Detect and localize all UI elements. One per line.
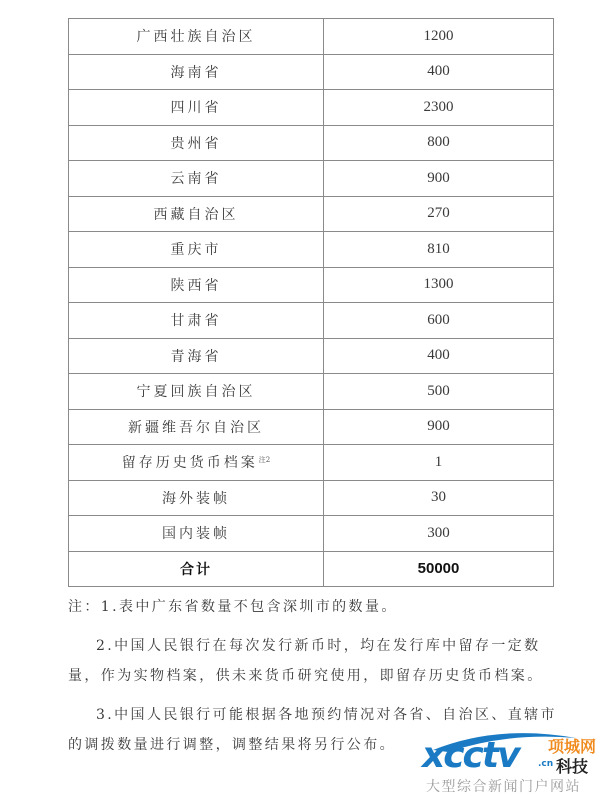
table-row: [69, 409, 554, 445]
quantity-cell: 1300: [324, 267, 554, 303]
table-row: [69, 161, 554, 197]
quantity-cell: 400: [324, 54, 554, 90]
footnote-3: 3.中国人民银行可能根据各地预约情况对各省、自治区、直辖市的调拨数量进行调整，调整结果将另行公布。: [68, 707, 557, 753]
quantity-cell: 500: [324, 374, 554, 410]
footnote-2: 2.中国人民银行在每次发行新币时，均在发行库中留存一定数量，作为实物档案，供未来货币研究使用，即留存历史货币档案。: [68, 638, 544, 684]
site-watermark: [408, 730, 600, 796]
table-row: [69, 267, 554, 303]
quantity-cell: 270: [324, 196, 554, 232]
allocation-table: [68, 18, 554, 587]
quantity-cell: 400: [324, 338, 554, 374]
region-cell: 贵州省: [69, 125, 324, 161]
total-row: [69, 551, 554, 587]
table-row: [69, 19, 554, 55]
watermark-slogan: 大型综合新闻门户网站: [426, 779, 581, 795]
region-cell: 云南省: [69, 161, 324, 197]
region-cell: 海外装帧: [69, 480, 324, 516]
region-cell: 甘肃省: [69, 303, 324, 339]
quantity-cell: 810: [324, 232, 554, 268]
watermark-logo: xcctv: [422, 735, 519, 776]
table-row: [69, 303, 554, 339]
quantity-cell: 900: [324, 161, 554, 197]
watermark-domain-suffix: .cn: [538, 759, 554, 769]
quantity-cell: 1: [324, 445, 554, 481]
quantity-cell: 300: [324, 516, 554, 552]
allocation-table-container: [68, 18, 553, 587]
region-cell: 广西壮族自治区: [69, 19, 324, 55]
region-cell: 宁夏回族自治区: [69, 374, 324, 410]
table-row: [69, 445, 554, 481]
table-row: [69, 516, 554, 552]
watermark-brand: 项城网: [548, 737, 597, 756]
region-cell: 海南省: [69, 54, 324, 90]
table-row: [69, 480, 554, 516]
region-cell: 重庆市: [69, 232, 324, 268]
table-row: [69, 232, 554, 268]
quantity-cell: 600: [324, 303, 554, 339]
table-row: [69, 125, 554, 161]
region-cell: 国内装帧: [69, 516, 324, 552]
total-quantity: 50000: [324, 551, 554, 587]
region-cell: 新疆维吾尔自治区: [69, 409, 324, 445]
region-cell: 陕西省: [69, 267, 324, 303]
quantity-cell: 800: [324, 125, 554, 161]
watermark-brand-sub: 科技: [556, 757, 589, 776]
total-label: 合计: [69, 551, 324, 587]
table-row: [69, 90, 554, 126]
region-label: 留存历史货币档案: [121, 455, 258, 472]
table-row: [69, 54, 554, 90]
quantity-cell: 1200: [324, 19, 554, 55]
footnote-reference: 注2: [258, 455, 271, 464]
region-cell: 西藏自治区: [69, 196, 324, 232]
table-row: [69, 338, 554, 374]
quantity-cell: 2300: [324, 90, 554, 126]
quantity-cell: 900: [324, 409, 554, 445]
quantity-cell: 30: [324, 480, 554, 516]
footnote-1: 注：1.表中广东省数量不包含深圳市的数量。: [68, 599, 398, 615]
region-cell: [69, 445, 324, 481]
table-row: [69, 196, 554, 232]
region-cell: 青海省: [69, 338, 324, 374]
table-row: [69, 374, 554, 410]
region-cell: 四川省: [69, 90, 324, 126]
